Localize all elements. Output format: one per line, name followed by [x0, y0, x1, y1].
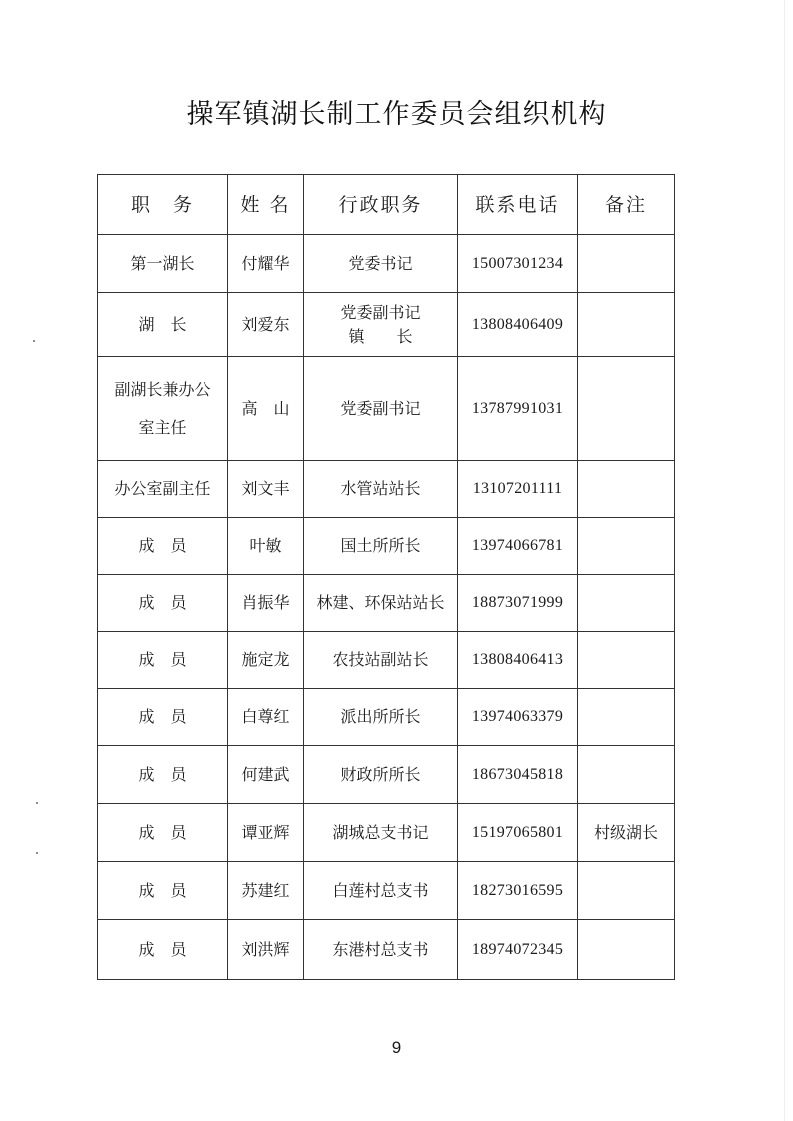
cell-note: [578, 293, 675, 357]
cell-note: [578, 235, 675, 293]
cell-phone: 13787991031: [458, 357, 578, 461]
cell-role: 成 员: [98, 632, 228, 689]
header-role: 职 务: [98, 175, 228, 235]
cell-position: 党委书记: [304, 235, 458, 293]
cell-phone: 15007301234: [458, 235, 578, 293]
cell-name: 谭亚辉: [228, 804, 304, 862]
cell-phone: 18873071999: [458, 575, 578, 632]
cell-role: 成 员: [98, 920, 228, 980]
cell-position: 湖城总支书记: [304, 804, 458, 862]
table-row: [98, 632, 675, 689]
cell-role: 副湖长兼办公 室主任: [98, 357, 228, 461]
cell-position: 东港村总支书: [304, 920, 458, 980]
header-position: 行政职务: [304, 175, 458, 235]
table-row: [98, 293, 675, 357]
cell-note: [578, 746, 675, 804]
cell-phone: 13808406413: [458, 632, 578, 689]
cell-name: 苏建红: [228, 862, 304, 920]
cell-name: 白尊红: [228, 689, 304, 746]
cell-phone: 15197065801: [458, 804, 578, 862]
cell-position: 财政所所长: [304, 746, 458, 804]
scan-speck: [36, 852, 38, 854]
cell-position: 党委副书记: [304, 357, 458, 461]
scan-speck: [36, 802, 38, 804]
cell-role: 办公室副主任: [98, 461, 228, 518]
cell-phone: 18974072345: [458, 920, 578, 980]
cell-note: [578, 518, 675, 575]
cell-position: 白莲村总支书: [304, 862, 458, 920]
scan-speck: [33, 340, 35, 342]
cell-note: [578, 632, 675, 689]
header-note: 备注: [578, 175, 675, 235]
table-row: [98, 518, 675, 575]
document-title: 操军镇湖长制工作委员会组织机构: [186, 99, 607, 130]
table-row: [98, 461, 675, 518]
cell-role: 成 员: [98, 689, 228, 746]
cell-note: [578, 689, 675, 746]
table-row: [98, 920, 675, 980]
table-row: [98, 689, 675, 746]
cell-phone: 13974066781: [458, 518, 578, 575]
cell-phone: 13107201111: [458, 461, 578, 518]
page-number: 9: [391, 1038, 402, 1057]
organization-table: [97, 174, 675, 980]
cell-note: [578, 862, 675, 920]
cell-role: 成 员: [98, 804, 228, 862]
cell-position: 派出所所长: [304, 689, 458, 746]
cell-name: 叶敏: [228, 518, 304, 575]
cell-note: [578, 920, 675, 980]
cell-role: 成 员: [98, 518, 228, 575]
cell-role: 成 员: [98, 746, 228, 804]
cell-position: 国土所所长: [304, 518, 458, 575]
cell-note: [578, 461, 675, 518]
cell-name: 刘文丰: [228, 461, 304, 518]
header-phone: 联系电话: [458, 175, 578, 235]
cell-position: 林建、环保站站长: [304, 575, 458, 632]
cell-phone: 13808406409: [458, 293, 578, 357]
cell-name: 付耀华: [228, 235, 304, 293]
table-row: [98, 357, 675, 461]
cell-position: 水管站站长: [304, 461, 458, 518]
cell-note: [578, 575, 675, 632]
cell-name: 何建武: [228, 746, 304, 804]
table-row: [98, 862, 675, 920]
table-row: [98, 746, 675, 804]
cell-name: 刘洪辉: [228, 920, 304, 980]
cell-phone: 18673045818: [458, 746, 578, 804]
cell-name: 刘爱东: [228, 293, 304, 357]
cell-position: 党委副书记 镇 长: [304, 293, 458, 357]
cell-phone: 18273016595: [458, 862, 578, 920]
table-header-row: [98, 175, 675, 235]
table-row: [98, 575, 675, 632]
cell-note: 村级湖长: [578, 804, 675, 862]
cell-name: 肖振华: [228, 575, 304, 632]
cell-name: 高 山: [228, 357, 304, 461]
cell-name: 施定龙: [228, 632, 304, 689]
cell-phone: 13974063379: [458, 689, 578, 746]
cell-role: 第一湖长: [98, 235, 228, 293]
header-name: 姓 名: [228, 175, 304, 235]
page-edge: [784, 0, 785, 1121]
cell-note: [578, 357, 675, 461]
cell-role: 湖 长: [98, 293, 228, 357]
table-row: [98, 804, 675, 862]
table-row: [98, 235, 675, 293]
cell-position: 农技站副站长: [304, 632, 458, 689]
cell-role: 成 员: [98, 862, 228, 920]
cell-role: 成 员: [98, 575, 228, 632]
